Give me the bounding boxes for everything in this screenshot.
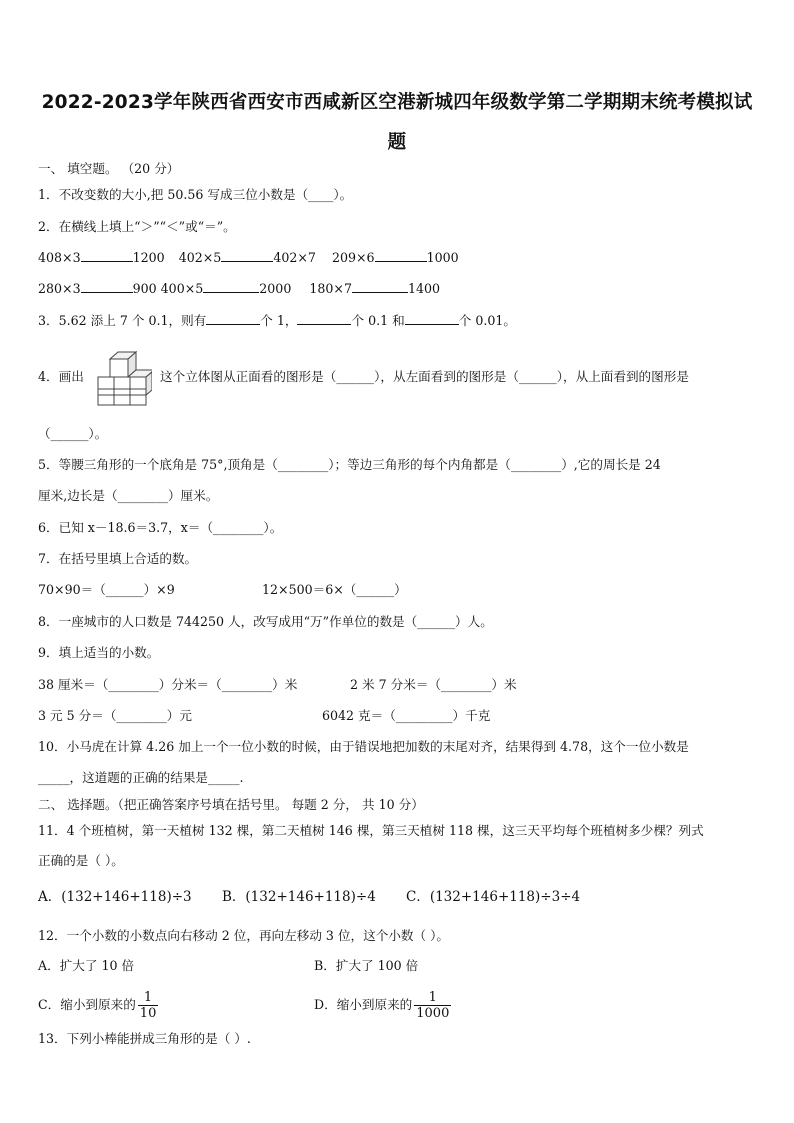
answer-blank[interactable] (206, 312, 260, 325)
compare-right: 402×7 (273, 250, 316, 265)
fraction-denominator: 10 (139, 1006, 157, 1021)
compare-right: 1000 (426, 250, 459, 265)
compare-left: 408×3 (38, 250, 81, 265)
question-10-line-2: _____，这道题的正确的结果是_____. (38, 770, 244, 785)
fraction-numerator: 1 (414, 990, 451, 1006)
question-9-part-a: 38 厘米＝（________）分米＝（________）米 (38, 677, 298, 692)
answer-blank[interactable] (297, 312, 351, 325)
question-12-option-c[interactable] (38, 985, 158, 1025)
compare-left: 180×7 (309, 281, 352, 296)
question-9-stem: 9．填上适当的小数。 (38, 645, 160, 660)
question-5-line-1: 5．等腰三角形的一个底角是 75°,顶角是（________）；等边三角形的每个内角都是（________）,它的周长是 24 (38, 457, 661, 472)
compare-left: 402×5 (178, 250, 222, 265)
question-12-option-d[interactable] (314, 985, 451, 1025)
exam-title-line-1: 2022-2023学年陕西省西安市西咸新区空港新城四年级数学第二学期期末统考模拟试 (41, 92, 753, 113)
question-9-part-d: 6042 克＝（_________）千克 (322, 708, 491, 723)
compare-right: 1400 (407, 281, 441, 296)
question-7-part-b: 12×500＝6×（______） (262, 582, 407, 597)
compare-left: 209×6 (331, 250, 375, 265)
question-6: 6．已知 x－18.6＝3.7，x＝（________）。 (38, 520, 283, 535)
question-9-part-c: 3 元 5 分＝（________）元 (38, 708, 192, 723)
question-11-option-b[interactable]: B．(132+146+118)÷4 (222, 889, 376, 905)
question-11-option-c[interactable]: C．(132+146+118)÷3÷4 (406, 889, 581, 905)
question-11-option-a[interactable]: A．(132+146+118)÷3 (38, 889, 192, 905)
question-2-row-1 (38, 249, 459, 267)
answer-blank[interactable] (352, 280, 408, 293)
question-2-row-2 (38, 280, 440, 298)
question-4-prefix: 4．画出 (38, 369, 84, 384)
question-3-text-a: 3．5.62 添上 7 个 0.1，则有 (38, 313, 207, 328)
compare-right: 2000 (259, 281, 292, 296)
fraction-numerator: 1 (138, 990, 159, 1006)
question-4-continued: （______）。 (38, 426, 108, 441)
answer-blank[interactable] (375, 249, 427, 262)
answer-blank[interactable] (81, 249, 133, 262)
question-11-line-2: 正确的是（ ）。 (38, 853, 124, 868)
compare-right: 1200 (132, 250, 165, 265)
answer-blank[interactable] (405, 312, 459, 325)
question-3-text-b: 个 1， (260, 313, 298, 328)
question-9-part-b: 2 米 7 分米＝（________）米 (350, 677, 517, 692)
answer-blank[interactable] (203, 280, 259, 293)
compare-left: 400×5 (160, 281, 204, 296)
question-7-stem: 7．在括号里填上合适的数。 (38, 551, 198, 566)
section-2-heading: 二、 选择题。（把正确答案序号填在括号里。 每题 2 分， 共 10 分） (38, 797, 424, 812)
question-3 (38, 312, 516, 330)
question-4-text: 这个立体图从正面看的图形是（______），从左面看到的图形是（______），从上面看到的图形是 (160, 369, 689, 384)
question-12-stem: 12．一个小数的小数点向右移动 2 位，再向左移动 3 位，这个小数（ ）。 (38, 928, 449, 943)
question-11-line-1: 11．4 个班植树，第一天植树 132 棵，第二天植树 146 棵，第三天植树 118 棵，这三天平均每个班植树多少棵？列式 (38, 823, 704, 838)
question-2-stem: 2．在横线上填上“＞”“＜”或“＝”。 (38, 219, 236, 234)
compare-left: 280×3 (38, 281, 81, 296)
question-7-part-a: 70×90＝（______）×9 (38, 582, 175, 597)
fraction-one-thousandth (414, 990, 451, 1021)
option-d-text: D．缩小到原来的 (314, 997, 413, 1012)
fraction-denominator: 1000 (416, 1006, 450, 1021)
question-3-text-d: 个 0.01。 (458, 313, 516, 328)
answer-blank[interactable] (221, 249, 273, 262)
question-5-line-2: 厘米,边长是（________）厘米。 (38, 488, 219, 503)
question-13: 13．下列小棒能拼成三角形的是（ ）. (38, 1031, 251, 1046)
question-8: 8．一座城市的人口数是 744250 人，改写成用“万”作单位的数是（______）人。 (38, 614, 493, 629)
fraction-one-tenth (138, 990, 159, 1021)
exam-title-line-2: 题 (387, 132, 407, 153)
question-1: 1．不改变数的大小,把 50.56 写成三位小数是（____）。 (38, 187, 353, 202)
question-10-line-1: 10．小马虎在计算 4.26 加上一个一位小数的时候，由于错误地把加数的末尾对齐，结果得到 4.78，这个一位小数是 (38, 739, 689, 754)
question-12-option-a[interactable]: A．扩大了 10 倍 (38, 958, 135, 973)
option-c-text: C．缩小到原来的 (38, 997, 136, 1012)
compare-right: 900 (132, 281, 157, 296)
section-1-heading: 一、 填空题。 （20 分） (38, 161, 180, 176)
cube-solid-figure (96, 349, 152, 407)
answer-blank[interactable] (81, 280, 133, 293)
question-12-option-b[interactable]: B．扩大了 100 倍 (314, 958, 419, 973)
question-3-text-c: 个 0.1 和 (351, 313, 405, 328)
